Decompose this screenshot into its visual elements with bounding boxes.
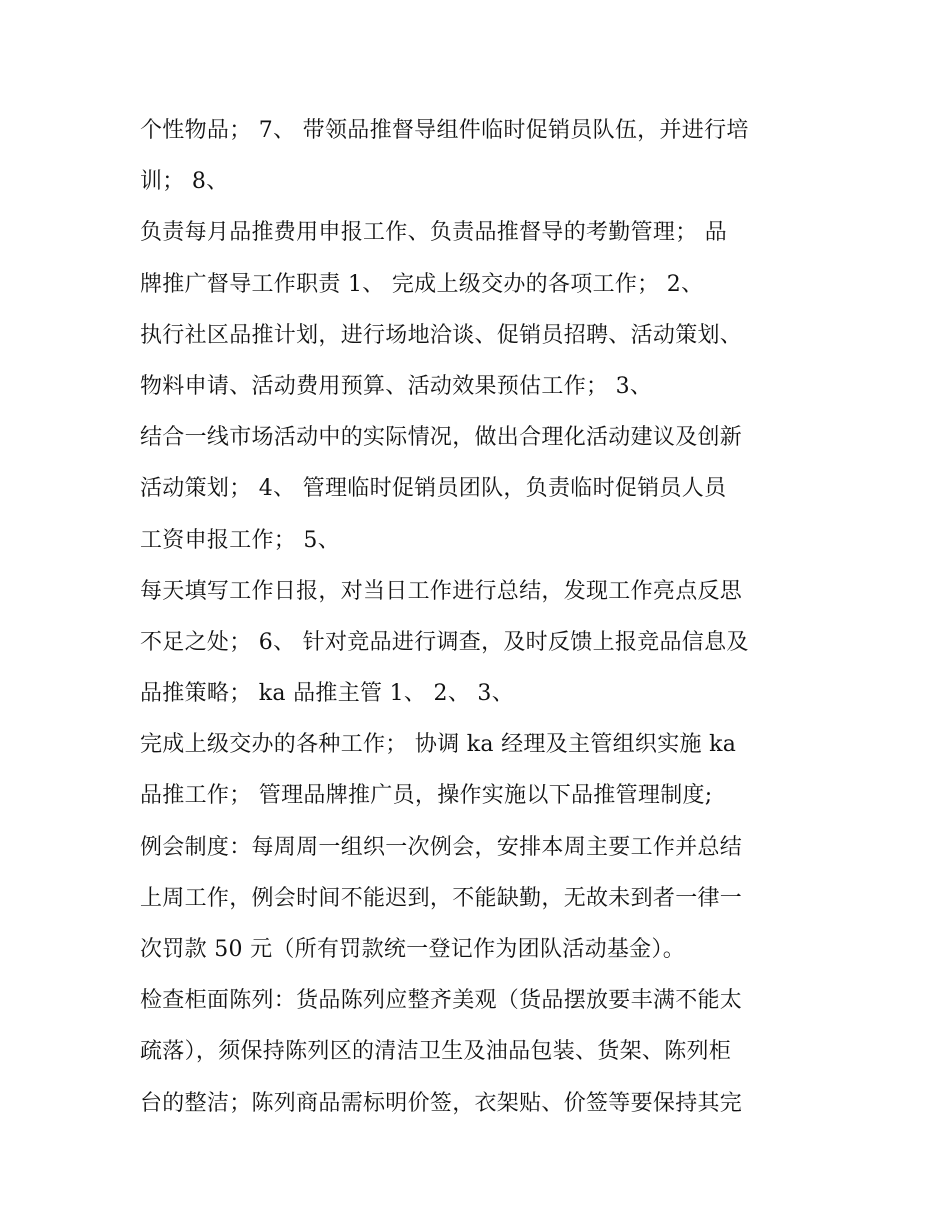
text-line: 不足之处； 6、 针对竞品进行调查，及时反馈上报竞品信息及 [140,629,749,655]
text-line: 台的整洁；陈列商品需标明价签，衣架贴、价签等要保持其完 [140,1090,743,1116]
document-text-body [140,105,830,1129]
text-line: 品推工作； 管理品牌推广员，操作实施以下品推管理制度; [140,783,713,809]
text-line: 工资申报工作； 5、 [140,527,340,553]
text-line: 牌推广督导工作职责 1、 完成上级交办的各项工作； 2、 [140,271,704,297]
text-line: 疏落），须保持陈列区的清洁卫生及油品包装、货架、陈列柜 [140,1039,732,1065]
text-line: 执行社区品推计划，进行场地洽谈、促销员招聘、活动策划、 [140,322,743,348]
text-line: 例会制度：每周周一组织一次例会，安排本周主要工作并总结 [140,834,743,860]
text-line: 个性物品； 7、 带领品推督导组件临时促销员队伍，并进行培 [140,118,749,143]
text-line: 品推策略； ka 品推主管 1、 2、 3、 [140,681,515,707]
text-line: 检查柜面陈列：货品陈列应整齐美观（货品摆放要丰满不能太 [140,988,743,1014]
text-line: 完成上级交办的各种工作； 协调 ka 经理及主管组织实施 ka [140,732,737,758]
text-line: 次罚款 50 元（所有罚款统一登记作为团队活动基金）。 [140,937,686,962]
text-line: 活动策划； 4、 管理临时促销员团队，负责临时促销员人员 [140,476,727,502]
text-line: 结合一线市场活动中的实际情况，做出合理化活动建议及创新 [140,425,743,451]
text-line: 负责每月品推费用申报工作、负责品推督导的考勤管理； 品 [140,220,728,246]
text-line: 训； 8、 [140,169,229,195]
text-line: 物料申请、活动费用预算、活动效果预估工作； 3、 [140,373,653,399]
text-line: 上周工作，例会时间不能迟到，不能缺勤，无故未到者一律一 [140,885,743,911]
text-line: 每天填写工作日报，对当日工作进行总结，发现工作亮点反思 [140,578,743,604]
